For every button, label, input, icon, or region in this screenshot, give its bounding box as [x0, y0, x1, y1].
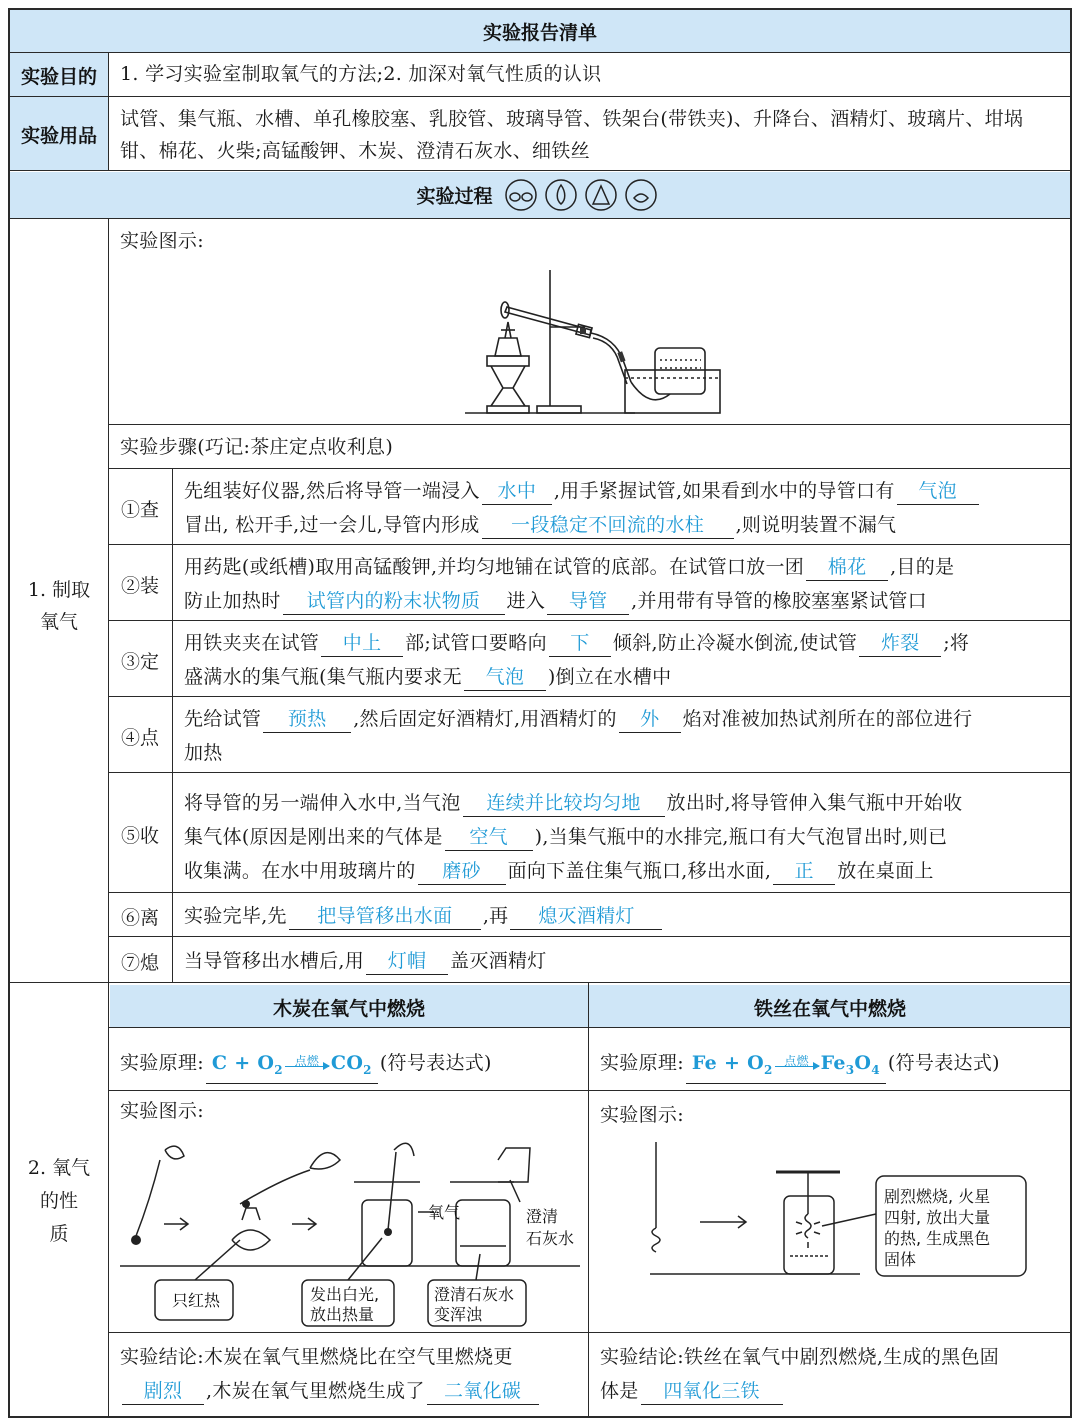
- part1-label-line2: 氧气: [39, 611, 78, 633]
- iron-note-line1: 剧烈燃烧, 火星: [884, 1187, 991, 1206]
- charcoal-box2-line2: 放出热量: [310, 1305, 375, 1324]
- step-name-load: ②装: [120, 575, 159, 597]
- step-fix-line1: 用铁夹夹在试管 中上 部;试管口要略向 下 倾斜,防止冷凝水倒流,使试管 炸裂 ;将: [184, 626, 969, 660]
- charcoal-box3-line1: 澄清石灰水: [434, 1285, 515, 1304]
- answer-blank: 气泡: [464, 664, 546, 691]
- part1-label-line1: 1. 制取: [27, 579, 91, 601]
- report-sheet: [8, 8, 1072, 1418]
- iron-conclusion-line1: 实验结论:铁丝在氧气中剧烈燃烧,生成的黑色固: [600, 1346, 1000, 1368]
- step-name-extinguish: ⑦熄: [120, 952, 159, 974]
- answer-blank: 熄灭酒精灯: [510, 903, 662, 930]
- step-check-line2: 冒出, 松开手,过一会儿,导管内形成 一段稳定不回流的水柱 ,则说明装置不漏气: [184, 508, 896, 542]
- charcoal-box2-line1: 发出白光,: [310, 1285, 380, 1304]
- iron-diagram-label: 实验图示:: [600, 1104, 684, 1126]
- step-load-line2: 防止加热时 试管内的粉末状物质 进入 导管 ,并用带有导管的橡胶塞塞紧试管口: [184, 584, 927, 618]
- step-collect-line2: 集气体(原因是刚出来的气体是 空气 ),当集气瓶中的水排完,瓶口有大气泡冒出时,则已: [184, 820, 947, 854]
- safety-icons: [504, 178, 664, 212]
- part1-diagram-label: 实验图示:: [120, 230, 204, 252]
- oxygen-label: 氧气: [428, 1203, 461, 1222]
- step-collect-line3: 收集满。在水中用玻璃片的 磨砂 面向下盖住集气瓶口,移出水面, 正 放在桌面上: [184, 854, 934, 888]
- iron-principle: 实验原理: $Fe + O_2$ 点燃 $Fe_3O_4$ (符号表达式): [600, 1046, 1000, 1084]
- answer-blank: 导管: [547, 588, 629, 615]
- step-name-remove: ⑥离: [120, 907, 159, 929]
- part2-label: [10, 1152, 108, 1251]
- iron-conclusion-line2: 体是 四氧化三铁: [600, 1374, 785, 1408]
- step-extinguish-line: 当导管移出水槽后,用 灯帽 盖灭酒精灯: [184, 944, 547, 978]
- answer-blank: 气泡: [897, 478, 979, 505]
- purpose-text: 1. 学习实验室制取氧气的方法;2. 加深对氧气性质的认识: [120, 63, 602, 85]
- part2-label-line1: 2. 氧气: [27, 1157, 91, 1179]
- answer-blank: 磨砂: [418, 858, 506, 885]
- answer-blank: 连续并比较均匀地: [463, 790, 665, 817]
- step-name-check: ①查: [120, 499, 159, 521]
- answer-blank: 炸裂: [859, 630, 941, 657]
- answer-blank: 棉花: [806, 554, 888, 581]
- reaction-arrow: 点燃: [775, 1064, 819, 1065]
- process-header: [10, 178, 1070, 212]
- step-fix-line2: 盛满水的集气瓶(集气瓶内要求无 气泡 )倒立在水槽中: [184, 660, 671, 694]
- answer-blank: 正: [773, 858, 835, 885]
- charcoal-conclusion-line2: 剧烈 ,木炭在氧气里燃烧生成了 二氧化碳: [120, 1374, 541, 1408]
- answer-blank: 把导管移出水面: [289, 903, 481, 930]
- answer-blank: 一段稳定不回流的水柱: [482, 512, 734, 539]
- charcoal-diagram-label: 实验图示:: [120, 1100, 204, 1122]
- charcoal-equation: $C + O_2$ 点燃 $CO_2$: [206, 1050, 378, 1084]
- iron-combustion-drawing: [590, 1122, 1070, 1330]
- step-name-heat: ④点: [120, 727, 159, 749]
- materials-line2: 钳、棉花、火柴;高锰酸钾、木炭、澄清石灰水、细铁丝: [120, 140, 590, 162]
- answer-blank: 空气: [445, 824, 533, 851]
- oxygen-apparatus-drawing: [465, 260, 725, 420]
- answer-blank: 预热: [263, 706, 351, 733]
- iron-note-line4: 固体: [884, 1250, 917, 1269]
- iron-note-line3: 的热, 生成黑色: [884, 1229, 991, 1248]
- answer-blank: 水中: [482, 478, 552, 505]
- materials-label: 实验用品: [20, 125, 97, 147]
- answer-blank: 中上: [321, 630, 403, 657]
- step-check-line1: 先组装好仪器,然后将导管一端浸入 水中 ,用手紧握试管,如果看到水中的导管口有 气泡: [184, 474, 981, 508]
- charcoal-principle: 实验原理: $C + O_2$ 点燃 $CO_2$ (符号表达式): [120, 1046, 492, 1084]
- limewater-label-2: 石灰水: [526, 1229, 575, 1248]
- step-heat-line1: 先给试管 预热 ,然后固定好酒精灯,用酒精灯的 外 焰对准被加热试剂所在的部位进行: [184, 702, 972, 736]
- step-load-line1: 用药匙(或纸槽)取用高锰酸钾,并均匀地铺在试管的底部。在试管口放一团 棉花 ,目的是: [184, 550, 954, 584]
- step-collect-line1: 将导管的另一端伸入水中,当气泡 连续并比较均匀地 放出时,将导管伸入集气瓶中开始收: [184, 786, 962, 820]
- materials-line1: 试管、集气瓶、水槽、单孔橡胶塞、乳胶管、玻璃导管、铁架台(带铁夹)、升降台、酒精灯、玻璃片、坩埚: [120, 108, 1024, 130]
- answer-blank: 下: [549, 630, 611, 657]
- step-name-collect: ⑤收: [120, 825, 159, 847]
- process-title: 实验过程: [416, 185, 493, 208]
- iron-equation: $Fe + O_2$ 点燃 $Fe_3O_4$: [686, 1050, 886, 1084]
- answer-blank: 试管内的粉末状物质: [283, 588, 505, 615]
- charcoal-box1: 只红热: [172, 1291, 221, 1310]
- charcoal-conclusion-line1: 实验结论:木炭在氧气里燃烧比在空气里燃烧更: [120, 1346, 513, 1368]
- answer-blank: 二氧化碳: [427, 1378, 539, 1405]
- step-name-fix: ③定: [120, 651, 159, 673]
- purpose-label: 实验目的: [20, 66, 97, 88]
- page-title: 实验报告清单: [482, 22, 597, 44]
- answer-blank: 灯帽: [366, 948, 448, 975]
- part2-label-line2: 的性: [39, 1190, 78, 1212]
- part1-label: [10, 574, 108, 638]
- charcoal-header: 木炭在氧气中燃烧: [272, 998, 425, 1020]
- iron-header: 铁丝在氧气中燃烧: [753, 998, 906, 1020]
- limewater-label-1: 澄清: [526, 1207, 559, 1226]
- charcoal-combustion-drawing: [110, 1120, 588, 1330]
- answer-blank: 外: [619, 706, 681, 733]
- steps-intro: 实验步骤(巧记:茶庄定点收利息): [120, 436, 394, 458]
- reaction-arrow: 点燃: [285, 1064, 329, 1065]
- answer-blank: 剧烈: [122, 1378, 204, 1405]
- wash-hands-icon: [626, 180, 656, 210]
- step-heat-line2: 加热: [184, 742, 223, 764]
- iron-note-line2: 四射, 放出大量: [884, 1208, 991, 1227]
- part2-label-line3: 质: [49, 1223, 69, 1245]
- charcoal-box3-line2: 变浑浊: [434, 1305, 483, 1324]
- step-remove-line: 实验完毕,先 把导管移出水面 ,再 熄灭酒精灯: [184, 899, 664, 933]
- answer-blank: 四氧化三铁: [641, 1378, 783, 1405]
